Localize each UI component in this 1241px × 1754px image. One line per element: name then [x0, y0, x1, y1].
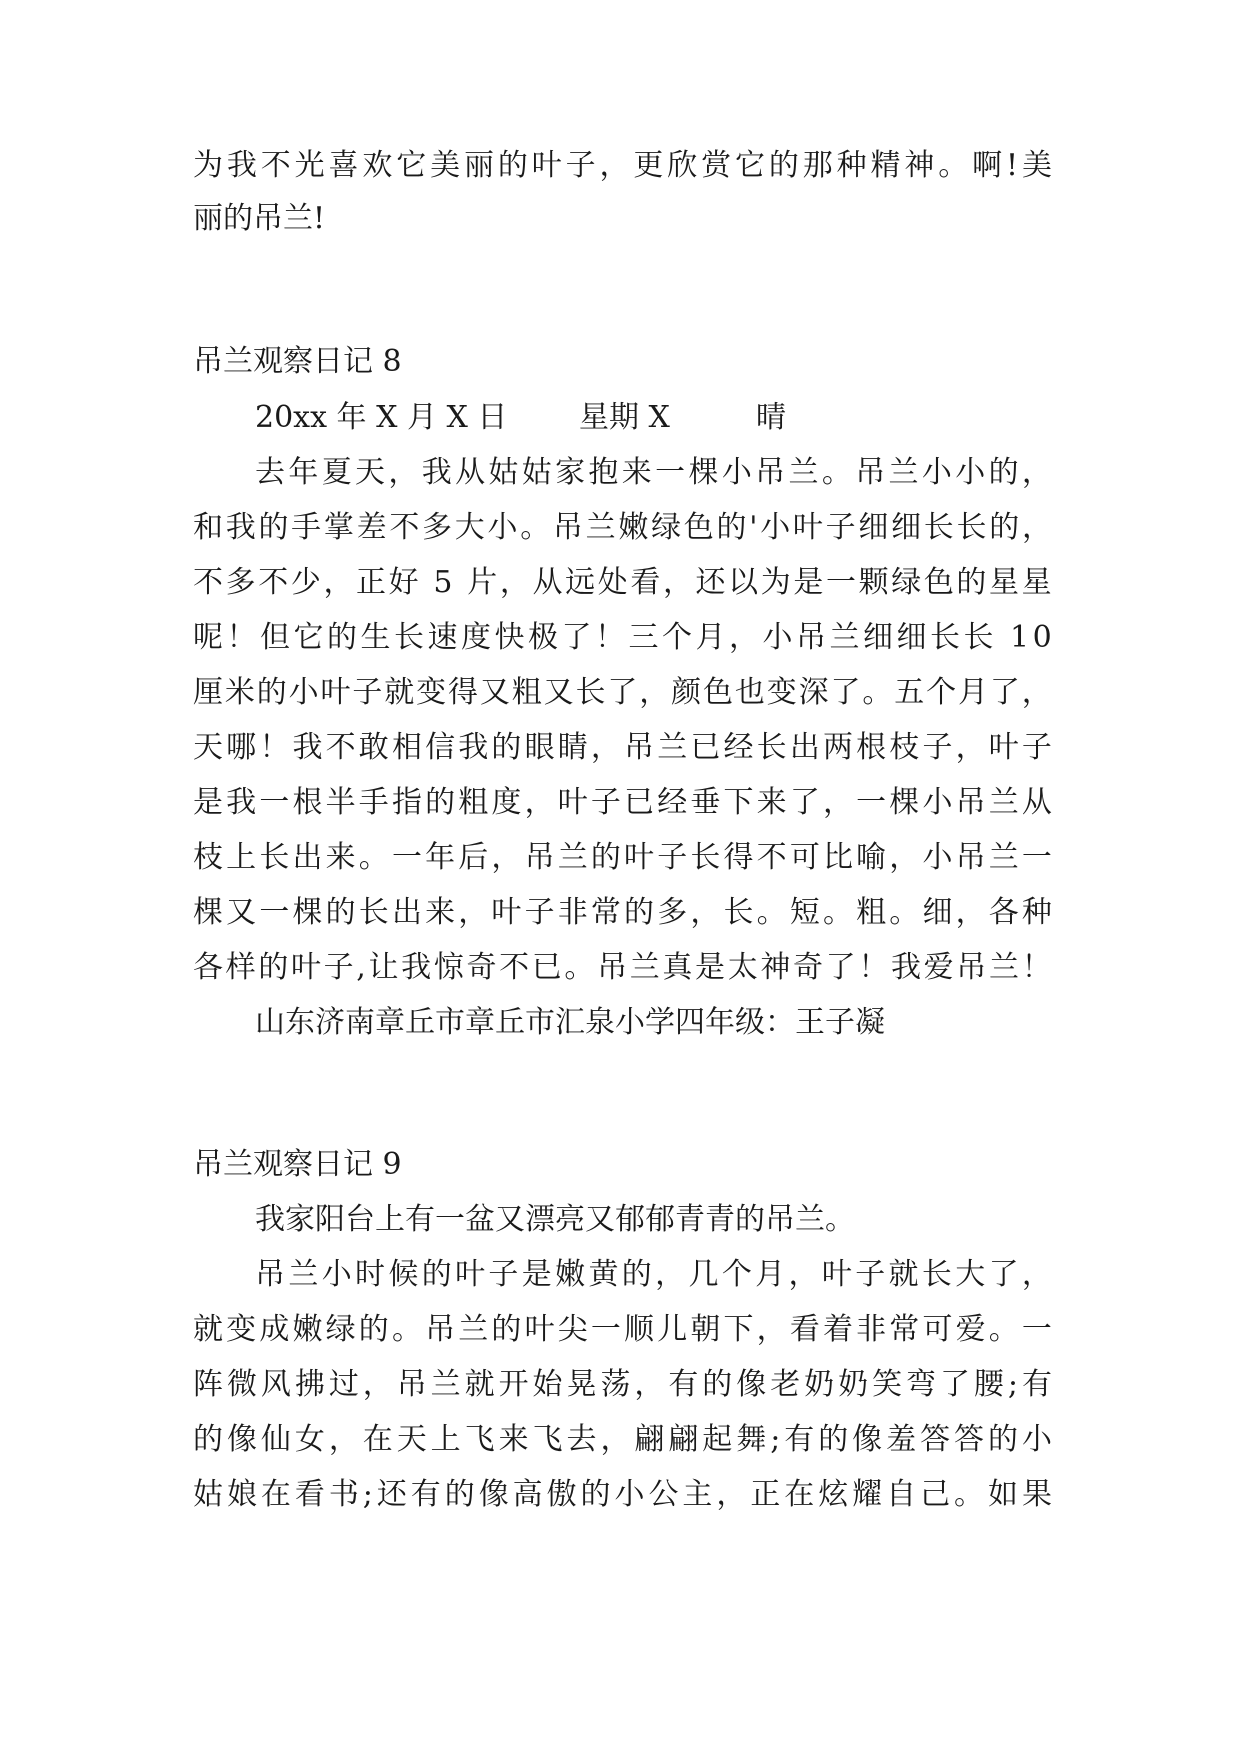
paragraph-line: 不 多 不 少 ， 正 好 5 片 ， 从 远 处 看 ， 还 以 为 是 一 颗 绿 色 的 星 星: [193, 565, 1052, 600]
paragraph-line: 是 我 一 根 半 手 指 的 粗 度 ， 叶 子 已 经 垂 下 来 了 ， 一 棵 小 吊 兰 从: [193, 785, 1052, 820]
paragraph-line: 棵 又 一 棵 的 长 出 来 ， 叶 子 非 常 的 多 ， 长 。 短 。 粗 。 细 ， 各 种: [193, 895, 1052, 930]
paragraph-line: 姑 娘 在 看 书 ; 还 有 的 像 高 傲 的 小 公 主 ， 正 在 炫 耀 自 己 。 如 果: [193, 1477, 1052, 1512]
paragraph-line: 和 我 的 手 掌 差 不 多 大 小 。 吊 兰 嫩 绿 色 的 ' 小 叶 子 细 细 长 长 的 ，: [193, 510, 1052, 545]
paragraph-line: 去 年 夏 天 ， 我 从 姑 姑 家 抱 来 一 棵 小 吊 兰 。 吊 兰 小 小 的 ，: [255, 455, 1052, 490]
entry-signature: 山东济南章丘市章丘市汇泉小学四年级：王子凝: [255, 1005, 885, 1040]
paragraph-line: 我家阳台上有一盆又漂亮又郁郁青青的吊兰。: [255, 1202, 855, 1237]
entry-date-line: [255, 398, 786, 438]
paragraph-line: 吊 兰 小 时 候 的 叶 子 是 嫩 黄 的 ， 几 个 月 ， 叶 子 就 长 大 了 ，: [255, 1257, 1052, 1292]
paragraph-line: 就 变 成 嫩 绿 的 。 吊 兰 的 叶 尖 一 顺 儿 朝 下 ， 看 着 非 常 可 爱 。 一: [193, 1312, 1052, 1347]
entry-title: 吊兰观察日记 8: [193, 344, 402, 379]
paragraph-line: 天 哪 ！ 我 不 敢 相 信 我 的 眼 睛 ， 吊 兰 已 经 长 出 两 根 枝 子 ， 叶 子: [193, 730, 1052, 765]
paragraph-line: 呢 ！ 但 它 的 生 长 速 度 快 极 了 ！ 三 个 月 ， 小 吊 兰 细 细 长 长 1 0: [193, 620, 1052, 655]
paragraph-line: 厘 米 的 小 叶 子 就 变 得 又 粗 又 长 了 ， 颜 色 也 变 深 了 。 五 个 月 了 ，: [193, 675, 1052, 710]
entry-title: 吊兰观察日记 9: [193, 1147, 402, 1182]
paragraph-line: 丽的吊兰!: [193, 201, 326, 236]
paragraph-line: 的 像 仙 女 ， 在 天 上 飞 来 飞 去 ， 翩 翩 起 舞 ; 有 的 像 羞 答 答 的 小: [193, 1422, 1052, 1457]
paragraph-line: 为 我 不 光 喜 欢 它 美 丽 的 叶 子 ， 更 欣 赏 它 的 那 种 精 神 。 啊 ! 美: [193, 148, 1052, 183]
entry-weekday: 星期 X: [579, 400, 670, 435]
entry-weather: 晴: [756, 400, 786, 435]
paragraph-line: 阵 微 风 拂 过 ， 吊 兰 就 开 始 晃 荡 ， 有 的 像 老 奶 奶 笑 弯 了 腰 ; 有: [193, 1367, 1052, 1402]
paragraph-line: 各 样 的 叶 子 , 让 我 惊 奇 不 已 。 吊 兰 真 是 太 神 奇 了 ！ 我 爱 吊 兰 ！: [193, 950, 1052, 985]
entry-date: 20xx 年 X 月 X 日: [255, 400, 508, 435]
paragraph-line: 枝 上 长 出 来 。 一 年 后 ， 吊 兰 的 叶 子 长 得 不 可 比 喻 ， 小 吊 兰 一: [193, 840, 1052, 875]
